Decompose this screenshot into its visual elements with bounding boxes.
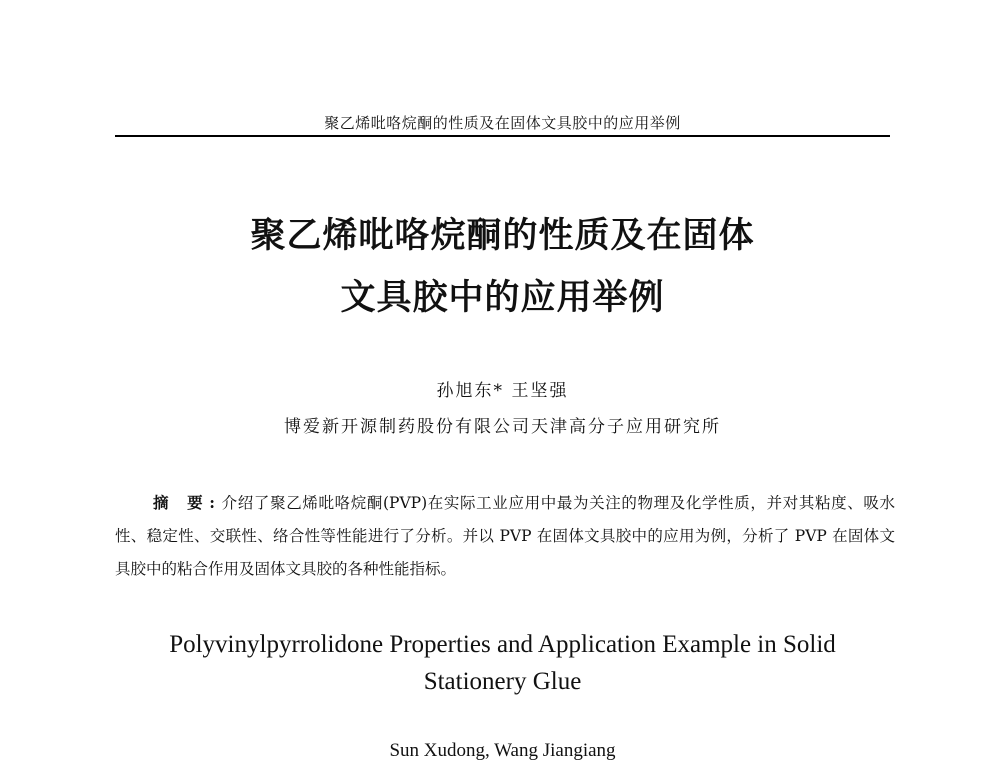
authors-english: Sun Xudong, Wang Jiangiang [389, 740, 616, 761]
title-english-line-1: Polyvinylpyrrolidone Properties and Application Example in Solid [169, 631, 836, 658]
title-chinese-line-1: 聚乙烯吡咯烷酮的性质及在固体 [250, 215, 755, 256]
authors-chinese: 孙旭东* 王坚强 [436, 381, 569, 401]
title-english [115, 626, 890, 700]
running-header: 聚乙烯吡咯烷酮的性质及在固体文具胶中的应用举例 [324, 114, 681, 132]
header-rule [115, 135, 890, 137]
title-chinese-line-2: 文具胶中的应用举例 [340, 277, 665, 318]
abstract-text: 介绍了聚乙烯吡咯烷酮(PVP)在实际工业应用中最为关注的物理及化学性质，并对其粘度、吸水性、稳定性、交联性、络合性等性能进行了分析。并以 PVP 在固体文具胶中的应用为例，分析了 PVP 在固体文具胶中的粘合作用及固体文具胶的各种性能指标。 [115, 494, 896, 578]
title-chinese [115, 205, 890, 329]
abstract-chinese [115, 486, 895, 586]
title-english-line-2: Stationery Glue [423, 668, 582, 695]
affiliation-chinese: 博爱新开源制药股份有限公司天津高分子应用研究所 [284, 417, 721, 437]
abstract-label: 摘 要: [153, 493, 222, 512]
